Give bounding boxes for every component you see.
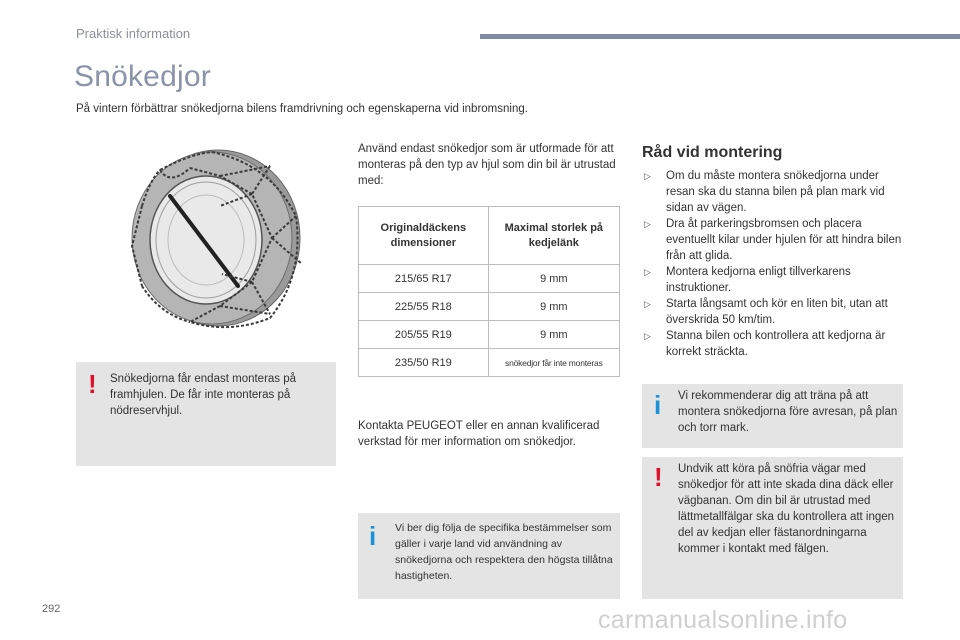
list-item — [644, 328, 906, 360]
chain-size-table — [358, 206, 620, 377]
step-text: Stanna bilen och kontrollera att kedjorna är korrekt sträckta. — [666, 330, 886, 358]
table-cell-tyre: 215/65 R17 — [359, 265, 489, 293]
table-cell-tyre: 235/50 R19 — [359, 349, 489, 377]
table-header-tyre-dimensions: Originaldäckens dimensioner — [359, 207, 489, 265]
list-item — [644, 296, 906, 328]
site-watermark: carmanualsonline.info — [598, 606, 848, 634]
info-icon: i — [654, 390, 662, 420]
mounting-advice-heading: Råd vid montering — [642, 144, 783, 161]
step-text: Dra åt parkeringsbromsen och placera eventuellt kilar under hjulen för att hindra bilen från att glida. — [666, 218, 902, 262]
step-text: Starta långsamt och kör en liten bit, utan att överskrida 50 km/tim. — [666, 298, 888, 326]
page-title: Snökedjor — [74, 60, 211, 93]
table-cell-link: 9 mm — [488, 321, 619, 349]
contact-dealer-text: Kontakta PEUGEOT eller en annan kvalificerad verkstad för mer information om snökedjor. — [358, 420, 600, 448]
table-row — [359, 265, 620, 293]
mounting-warning-text: Snökedjorna får endast monteras på framhjulen. De får inte monteras på nödreservhjul. — [110, 373, 297, 417]
table-row — [359, 293, 620, 321]
table-cell-tyre: 205/55 R19 — [359, 321, 489, 349]
table-cell-link: 9 mm — [488, 265, 619, 293]
step-bullet-icon: ▷ — [644, 331, 651, 341]
snowfree-road-warning-note — [642, 457, 903, 599]
table-cell-tyre: 225/55 R18 — [359, 293, 489, 321]
mounting-steps-list — [644, 168, 906, 360]
regulations-info-note — [358, 513, 620, 599]
regulations-info-text: Vi ber dig följa de specifika bestämmelser som gäller i varje land vid användning av snökedjorna och respektera den högsta tillåtna hastigheten. — [395, 522, 613, 582]
table-cell-link: snökedjor får inte monteras — [488, 349, 619, 377]
step-bullet-icon: ▷ — [644, 299, 651, 309]
practice-info-note — [642, 384, 903, 448]
snowfree-road-warning-text: Undvik att köra på snöfria vägar med snökedjor för att inte skada dina däck eller vägbanan. Om din bil är utrustad med lättmetallfälgar ska du kontrollera att ingen del av kedjan eller fästanordningarna kommer i kontakt med fälgen. — [678, 463, 895, 555]
section-label: Praktisk information — [76, 26, 191, 41]
list-item — [644, 264, 906, 296]
step-bullet-icon: ▷ — [644, 171, 651, 181]
step-bullet-icon: ▷ — [644, 267, 651, 277]
list-item — [644, 216, 906, 264]
header-bar — [480, 34, 960, 39]
warning-icon: ! — [654, 462, 663, 492]
tire-with-snow-chain-illustration — [120, 146, 305, 331]
chain-type-instruction: Använd endast snökedjor som är utformade för att monteras på den typ av hjul som din bil är utrustad med: — [358, 143, 616, 187]
step-text: Om du måste montera snökedjorna under resan ska du stanna bilen på plan mark vid sidan av vägen. — [666, 170, 885, 214]
practice-info-text: Vi rekommenderar dig att träna på att montera snökedjorna före avresan, på plan och torr mark. — [678, 390, 898, 434]
info-icon: i — [369, 521, 377, 551]
table-row — [359, 349, 620, 377]
table-header-row — [359, 207, 620, 265]
page-number: 292 — [42, 603, 61, 615]
step-bullet-icon: ▷ — [644, 219, 651, 229]
warning-icon: ! — [88, 369, 97, 399]
table-row — [359, 321, 620, 349]
table-cell-link: 9 mm — [488, 293, 619, 321]
list-item — [644, 168, 906, 216]
mounting-warning-note — [76, 362, 336, 466]
table-header-max-link-size: Maximal storlek på kedjelänk — [488, 207, 619, 265]
step-text: Montera kedjorna enligt tillverkarens instruktioner. — [666, 266, 851, 294]
page-intro: På vintern förbättrar snökedjorna bilens framdrivning och egenskaperna vid inbromsning. — [76, 103, 528, 115]
